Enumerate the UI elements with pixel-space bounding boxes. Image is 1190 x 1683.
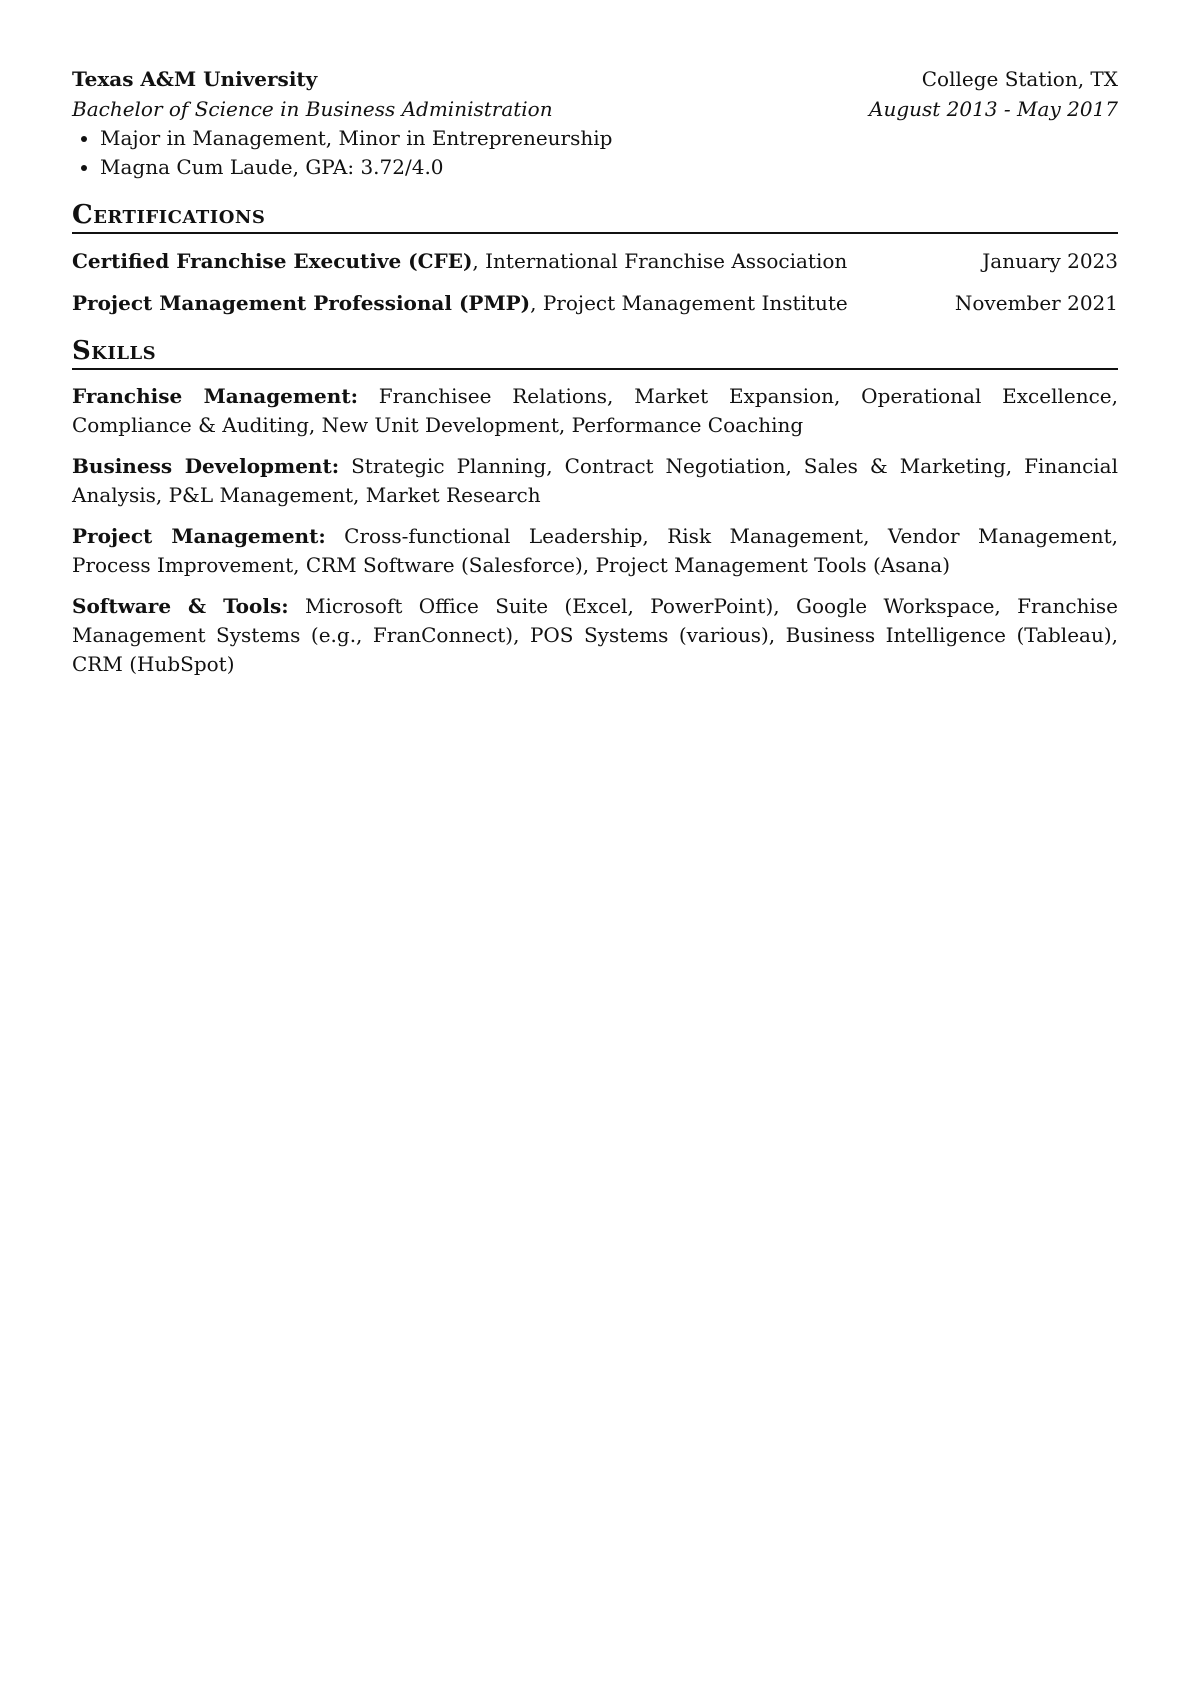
certification-row [72,246,1118,276]
skill-paragraph [72,382,1118,440]
list-item: • Magna Cum Laude, GPA: 3.72/4.0 [100,153,1118,182]
education-entry [72,64,1118,182]
skill-text: Microsoft Office Suite (Excel, PowerPoint), Google Workspace, Franchise Management Systems (e.g., FranConnect), POS Systems (various), Business Intelligence (Tableau), CRM (HubSpot) [72,594,1118,676]
degree-title: Bachelor of Science in Business Administration [72,97,553,121]
certification-name: Project Management Professional (PMP) [72,291,531,315]
skill-label: Franchise Management: [72,384,358,408]
list-item: • Major in Management, Minor in Entrepreneurship [100,124,1118,153]
school-location: College Station, TX [921,67,1118,91]
education-degree-row [72,94,1118,124]
skill-text: Cross-functional Leadership, Risk Management, Vendor Management, Process Improvement, CRM Software (Salesforce), Project Management Tools (Asana) [72,524,1118,577]
certification-date: January 2023 [982,249,1118,273]
section-title-skills: Skills [72,336,1118,370]
certification-desc [72,288,848,318]
certification-org: , International Franchise Association [472,249,848,273]
certification-date: November 2021 [954,291,1118,315]
certification-org: , Project Management Institute [530,291,848,315]
skill-text: Strategic Planning, Contract Negotiation, Sales & Marketing, Financial Analysis, P&L Management, Market Research [72,454,1119,507]
education-header-row [72,64,1118,94]
skill-text: Franchisee Relations, Market Expansion, Operational Excellence, Compliance & Auditing, New Unit Development, Performance Coaching [72,384,1118,437]
education-bullets [72,124,1118,182]
skill-label: Software & Tools: [72,594,289,618]
skill-paragraph [72,522,1118,580]
section-title-certifications: Certifications [72,200,1118,234]
skills-list [72,382,1118,679]
school-name: Texas A&M University [72,67,318,91]
skill-label: Project Management: [72,524,326,548]
education-dates: August 2013 - May 2017 [869,97,1118,121]
skill-label: Business Development: [72,454,340,478]
skill-paragraph [72,452,1118,510]
certification-row [72,288,1118,318]
certifications-list [72,246,1118,318]
skill-paragraph [72,592,1118,679]
certification-desc [72,246,847,276]
certification-name: Certified Franchise Executive (CFE) [72,249,473,273]
